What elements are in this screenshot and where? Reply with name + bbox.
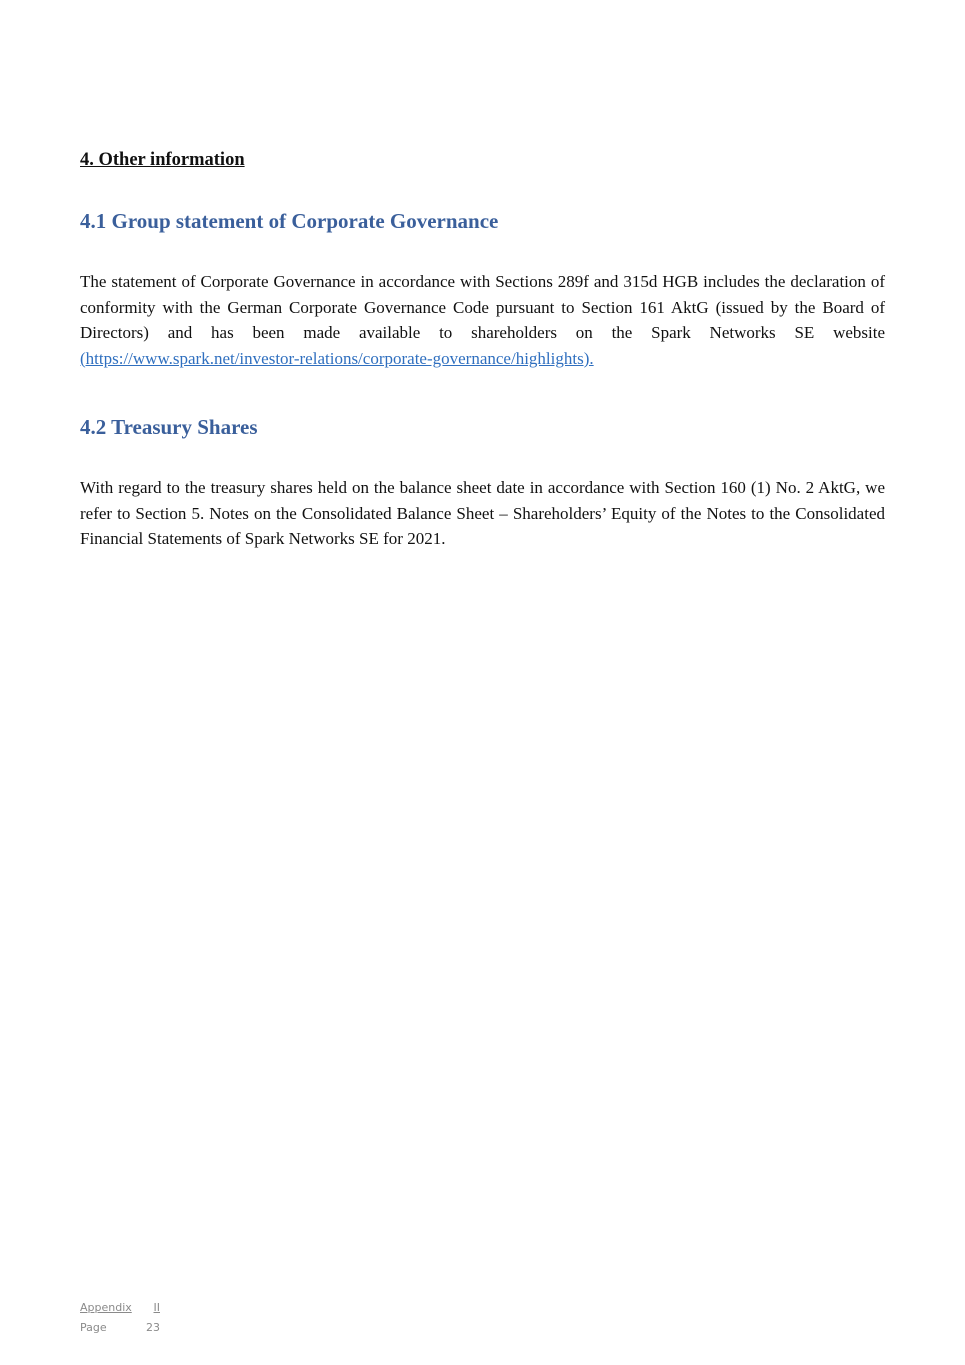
treasury-shares-paragraph: With regard to the treasury shares held on the balance sheet date in accordance with Section 160 (1) No. 2 AktG, we refer to Section 5. Notes on the Consolidated Balance Sheet – Shareholders’ Equity of the Notes to the Consolidated Financial Statements of Spark Networks SE for 2021. <box>80 478 885 549</box>
footer-page-row <box>80 1318 160 1338</box>
footer-appendix-row <box>80 1298 160 1318</box>
corporate-governance-text: The statement of Corporate Governance in accordance with Sections 289f and 315d HGB includes the declaration of conformity with the German Corporate Governance Code pursuant to Section 161 AktG (issued by the Board of Directors) and has been made available to shareholders on the Spark Networks SE website <box>80 272 885 343</box>
subsection-heading-treasury-shares: 4.2 Treasury Shares <box>80 415 258 439</box>
corporate-governance-paragraph <box>80 269 885 371</box>
section-title: 4. Other information <box>80 150 245 170</box>
footer-appendix-value: II <box>153 1301 160 1314</box>
footer-page-label: Page <box>80 1320 107 1334</box>
subsection-heading-corporate-governance: 4.1 Group statement of Corporate Governance <box>80 209 499 233</box>
corporate-governance-link[interactable]: (https://www.spark.net/investor-relations/corporate-governance/highlights). <box>80 348 594 368</box>
footer-page-number: 23 <box>146 1320 160 1334</box>
page-footer <box>80 1298 160 1337</box>
footer-appendix-label: Appendix <box>80 1301 132 1314</box>
